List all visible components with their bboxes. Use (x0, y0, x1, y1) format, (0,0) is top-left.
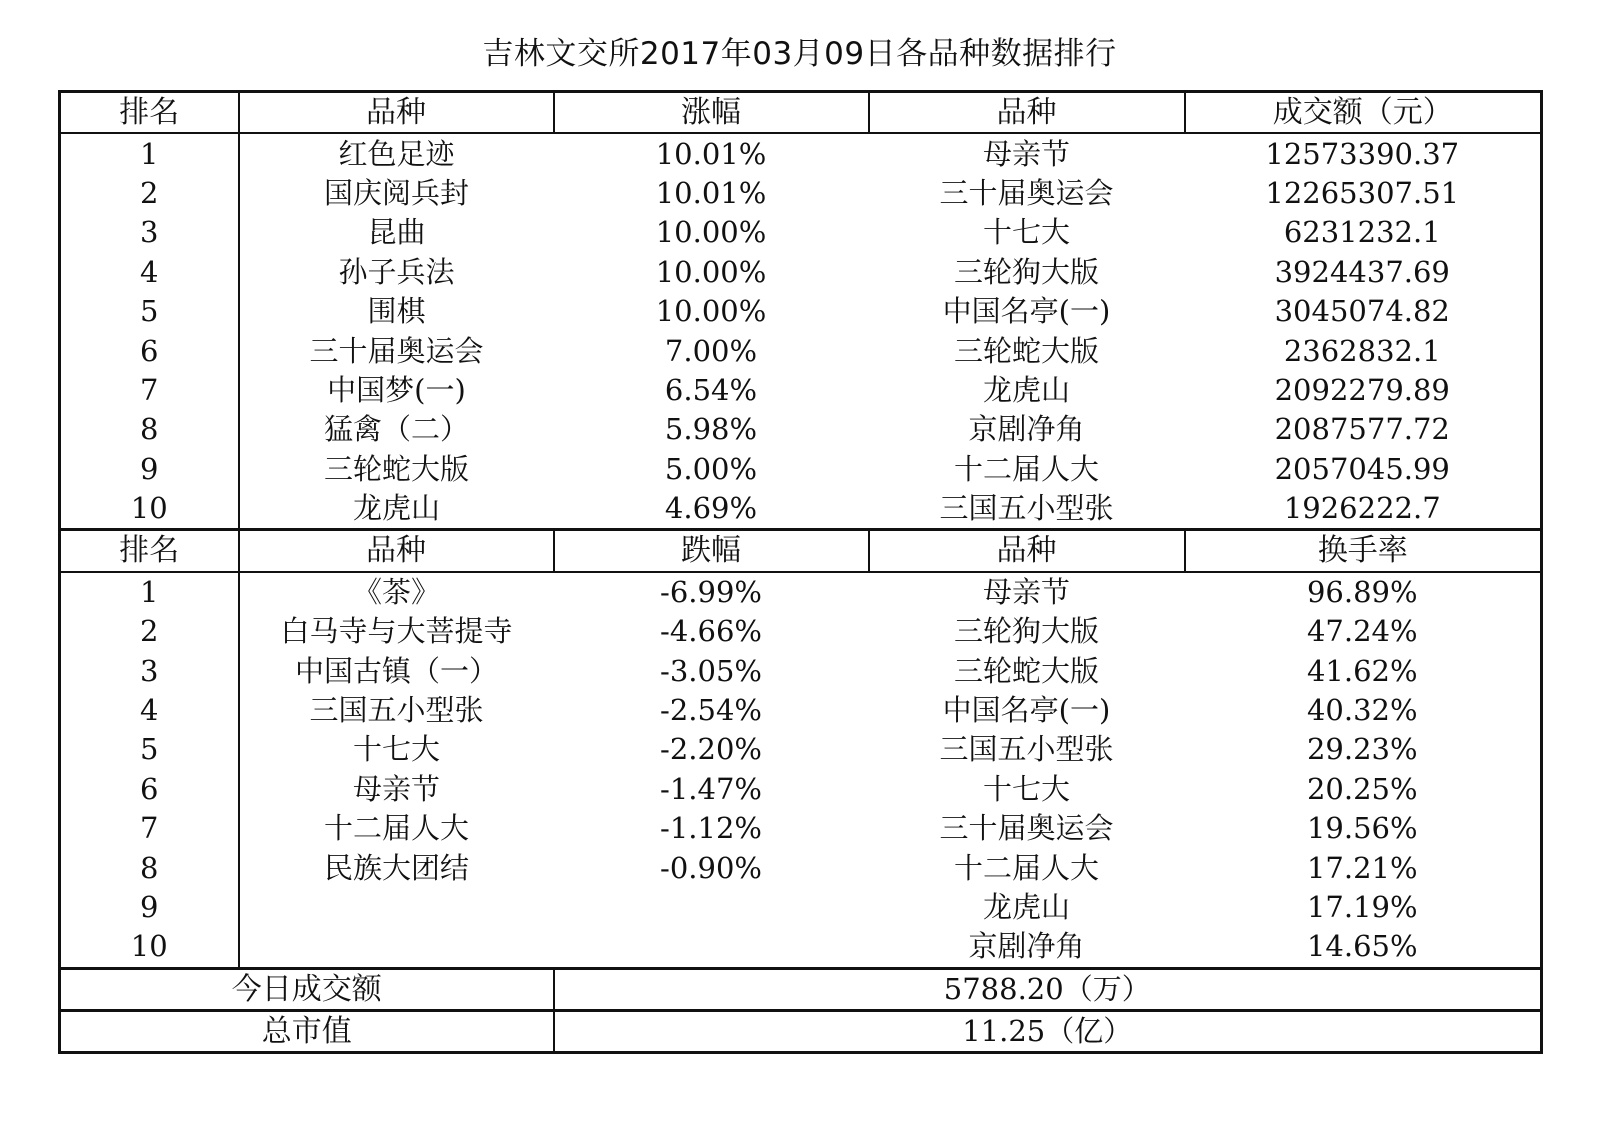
cell-change: 5.98% (664, 412, 758, 447)
table-row (60, 331, 1542, 370)
cell-change: 5.00% (664, 451, 758, 486)
cell-variety: 三轮蛇大版 (239, 450, 554, 489)
cell-variety: 国庆阅兵封 (239, 174, 554, 213)
column-header-variety: 品种 (239, 530, 554, 572)
cell-variety-right: 中国名亭(一) (942, 294, 1111, 329)
cell-rank: 4 (60, 253, 239, 292)
column-header-rank: 排名 (60, 530, 239, 572)
cell-variety-right: 三十届奥运会 (939, 175, 1114, 210)
table-row (60, 691, 1542, 730)
cell-variety: 围棋 (239, 292, 554, 331)
cell-variety: 十二届人大 (239, 809, 554, 848)
cell-variety: 中国古镇（一） (239, 651, 554, 690)
ranking-table-body (60, 92, 1542, 1053)
cell-variety-right: 十二届人大 (953, 850, 1099, 885)
table-row (60, 651, 1542, 690)
column-header-metric: 换手率 (1185, 530, 1542, 572)
table-row (60, 410, 1542, 449)
cell-variety-right: 三轮狗大版 (953, 254, 1099, 289)
cell-variety-right: 中国名亭(一) (942, 693, 1111, 728)
cell-change: -2.20% (660, 732, 762, 767)
cell-rank: 2 (60, 612, 239, 651)
cell-variety: 龙虎山 (239, 489, 554, 530)
column-header-rank: 排名 (60, 92, 239, 134)
column-header-metric: 成交额（元） (1185, 92, 1542, 134)
cell-rank: 9 (60, 450, 239, 489)
table-row (60, 371, 1542, 410)
table-row (60, 572, 1542, 612)
cell-rank: 1 (60, 133, 239, 173)
cell-metric: 3045074.82 (1274, 294, 1450, 329)
cell-change: 10.01% (655, 136, 767, 171)
cell-change: -3.05% (660, 653, 762, 688)
cell-change (554, 888, 869, 927)
cell-metric: 14.65% (1306, 929, 1418, 964)
table-row (60, 612, 1542, 651)
cell-variety: 民族大团结 (239, 848, 554, 887)
cell-metric: 19.56% (1306, 811, 1418, 846)
cell-metric: 12573390.37 (1265, 136, 1460, 171)
cell-change: -0.90% (660, 850, 762, 885)
table-row (60, 888, 1542, 927)
cell-variety-right: 龙虎山 (982, 372, 1070, 407)
cell-metric: 1926222.7 (1283, 491, 1441, 526)
cell-rank: 3 (60, 651, 239, 690)
cell-metric: 17.19% (1306, 890, 1418, 924)
cell-variety: 猛禽（二） (239, 410, 554, 449)
cell-variety-right: 三十届奥运会 (939, 811, 1114, 846)
cell-rank: 4 (60, 691, 239, 730)
cell-variety: 《茶》 (239, 572, 554, 612)
cell-variety-right: 母亲节 (982, 574, 1070, 609)
cell-metric: 6231232.1 (1283, 215, 1441, 250)
column-header-variety-right: 品种 (869, 92, 1185, 134)
cell-metric: 40.32% (1306, 693, 1418, 728)
column-header-change: 涨幅 (554, 92, 869, 134)
cell-variety: 母亲节 (239, 770, 554, 809)
cell-variety-right: 十七大 (982, 771, 1070, 806)
cell-metric: 47.24% (1306, 614, 1418, 649)
column-header-change: 跌幅 (554, 530, 869, 572)
cell-variety (239, 888, 554, 927)
table-row (60, 809, 1542, 848)
cell-metric: 2092279.89 (1274, 372, 1450, 407)
cell-rank: 8 (60, 410, 239, 449)
cell-variety-right: 母亲节 (982, 136, 1070, 171)
cell-metric: 29.23% (1306, 732, 1418, 767)
cell-variety: 红色足迹 (239, 133, 554, 173)
cell-rank: 3 (60, 213, 239, 252)
summary-label: 总市值 (60, 1010, 554, 1052)
cell-metric: 12265307.51 (1265, 175, 1460, 210)
table-row (60, 730, 1542, 769)
table-row (60, 253, 1542, 292)
cell-rank: 10 (60, 927, 239, 968)
cell-change: 10.00% (655, 294, 767, 329)
cell-rank: 6 (60, 770, 239, 809)
cell-variety: 孙子兵法 (239, 253, 554, 292)
cell-change (554, 927, 869, 968)
column-header-variety-right: 品种 (869, 530, 1185, 572)
cell-rank: 6 (60, 331, 239, 370)
table-row (60, 133, 1542, 173)
cell-variety-right: 三轮狗大版 (953, 614, 1099, 649)
cell-change: -1.12% (660, 811, 762, 846)
cell-variety-right: 十二届人大 (953, 451, 1099, 486)
cell-change: 10.00% (655, 215, 767, 250)
cell-metric: 2057045.99 (1274, 451, 1450, 486)
cell-rank: 5 (60, 292, 239, 331)
cell-variety-right: 三轮蛇大版 (953, 653, 1099, 688)
cell-rank: 8 (60, 848, 239, 887)
cell-rank: 7 (60, 809, 239, 848)
cell-variety-right: 京剧净角 (968, 929, 1085, 964)
cell-metric: 2087577.72 (1274, 412, 1450, 447)
cell-change: -1.47% (660, 771, 762, 806)
summary-value: 11.25（亿） (554, 1010, 1542, 1052)
cell-variety-right: 十七大 (982, 215, 1070, 250)
summary-row-market-cap (60, 1010, 1542, 1052)
summary-label: 今日成交额 (60, 968, 554, 1010)
cell-metric: 2362832.1 (1283, 333, 1441, 368)
table-row (60, 848, 1542, 887)
cell-variety-right: 三国五小型张 (939, 491, 1114, 526)
ranking-table (58, 90, 1543, 1054)
cell-variety-right: 龙虎山 (982, 890, 1070, 924)
table-row (60, 770, 1542, 809)
cell-rank: 7 (60, 371, 239, 410)
table-row (60, 450, 1542, 489)
cell-rank: 5 (60, 730, 239, 769)
gainers-turnover-section-header-row (60, 92, 1542, 134)
cell-rank: 9 (60, 888, 239, 927)
cell-change: -4.66% (660, 614, 762, 649)
losers-turnover-rate-section-header-row (60, 530, 1542, 572)
page-title: 吉林文交所2017年03月09日各品种数据排行 (482, 36, 1117, 72)
column-header-variety: 品种 (239, 92, 554, 134)
cell-variety-right: 三国五小型张 (939, 732, 1114, 767)
cell-rank: 1 (60, 572, 239, 612)
cell-variety: 白马寺与大菩提寺 (239, 612, 554, 651)
table-row (60, 292, 1542, 331)
cell-metric: 96.89% (1306, 574, 1418, 609)
cell-variety: 三国五小型张 (239, 691, 554, 730)
cell-variety (239, 927, 554, 968)
cell-change: 4.69% (664, 491, 758, 526)
summary-row-daily-turnover (60, 968, 1542, 1010)
cell-variety: 昆曲 (239, 213, 554, 252)
cell-rank: 10 (60, 489, 239, 530)
cell-variety: 中国梦(一) (239, 371, 554, 410)
cell-variety-right: 三轮蛇大版 (953, 333, 1099, 368)
cell-change: -2.54% (660, 693, 762, 728)
cell-metric: 17.21% (1306, 850, 1418, 885)
table-row (60, 174, 1542, 213)
cell-variety-right: 京剧净角 (968, 412, 1085, 447)
cell-variety: 三十届奥运会 (239, 331, 554, 370)
table-row (60, 213, 1542, 252)
table-row (60, 927, 1542, 968)
cell-change: 10.01% (655, 175, 767, 210)
summary-value: 5788.20（万） (554, 968, 1542, 1010)
cell-change: 10.00% (655, 254, 767, 289)
cell-change: -6.99% (660, 574, 762, 609)
cell-metric: 41.62% (1306, 653, 1418, 688)
table-row (60, 489, 1542, 530)
cell-rank: 2 (60, 174, 239, 213)
cell-variety: 十七大 (239, 730, 554, 769)
cell-change: 6.54% (664, 372, 758, 407)
cell-metric: 20.25% (1306, 771, 1418, 806)
cell-change: 7.00% (664, 333, 758, 368)
cell-metric: 3924437.69 (1274, 254, 1450, 289)
